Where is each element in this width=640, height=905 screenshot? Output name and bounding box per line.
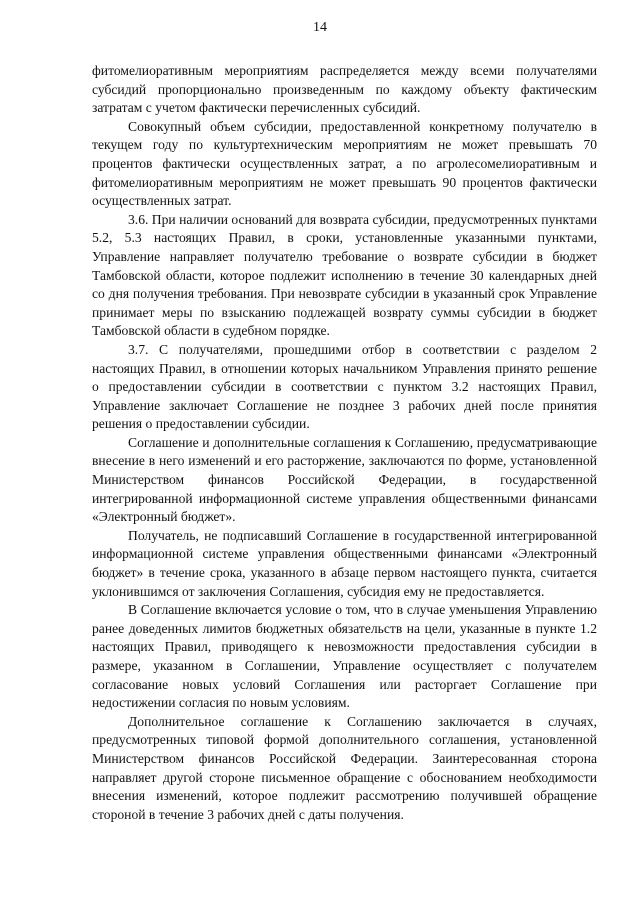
paragraph: Дополнительное соглашение к Соглашению заключается в случаях, предусмотренных типовой формой дополнительного соглашения, установленной Министерством финансов Российской Федерации. Заинтересованная сторона направляет другой стороне письменное обращение с обоснованием необходимости внесения изменений, которое подлежит рассмотрению получившей обращение стороной в течение 3 рабочих дней с даты получения. [92,713,597,822]
paragraph-clause-3-6: 3.6. При наличии оснований для возврата субсидии, предусмотренных пунктами 5.2, 5.3 настоящих Правил, в сроки, установленные указанными пунктами, Управление направляет получателю требование о возврате субсидии в бюджет Тамбовской области, которое подлежит исполнению в течение 30 календарных дней со дня получения требования. При невозврате субсидии в указанный срок Управление принимает меры по взысканию подлежащей возврату суммы субсидии в бюджет Тамбовской области в судебном порядке. [92,211,597,339]
document-body [92,62,597,824]
paragraph: Совокупный объем субсидии, предоставленной конкретному получателю в текущем году по культуртехническим мероприятиям не может превышать 70 процентов фактически осуществленных затрат, а по агролесомелиоративным и фитомелиоративным мероприятиям не может превышать 90 процентов фактически осуществленных затрат. [92,118,597,209]
paragraph: Соглашение и дополнительные соглашения к Соглашению, предусматривающие внесение в него изменений и его расторжение, заключаются по форме, установленной Министерством финансов Российской Федерации, в государственной интегрированной информационной системе управления общественными финансами «Электронный бюджет». [92,434,597,525]
paragraph-clause-3-7: 3.7. С получателями, прошедшими отбор в соответствии с разделом 2 настоящих Правил, в отношении которых начальником Управления принято решение о предоставлении субсидии в соответствии с пунктом 3.2 настоящих Правил, Управление заключает Соглашение не позднее 3 рабочих дней после принятия решения о предоставлении субсидии. [92,341,597,432]
paragraph: Получатель, не подписавший Соглашение в государственной интегрированной информационной системе управления общественными финансами «Электронный бюджет» в течение срока, указанного в абзаце первом настоящего пункта, считается уклонившимся от заключения Соглашения, субсидия ему не предоставляется. [92,527,597,599]
paragraph: В Соглашение включается условие о том, что в случае уменьшения Управлению ранее доведенных лимитов бюджетных обязательств на цели, указанные в пункте 1.2 настоящих Правил, приводящего к невозможности предоставления субсидии в размере, указанном в Соглашении, Управление осуществляет с получателем согласование новых условий Соглашения или расторгает Соглашение при недостижении согласия по новым условиям. [92,602,597,711]
page-number: 14 [313,20,327,35]
paragraph: фитомелиоративным мероприятиям распределяется между всеми получателями субсидий пропорционально произведенным по каждому объекту фактическим затратам с учетом фактически перечисленных субсидий. [92,63,597,116]
